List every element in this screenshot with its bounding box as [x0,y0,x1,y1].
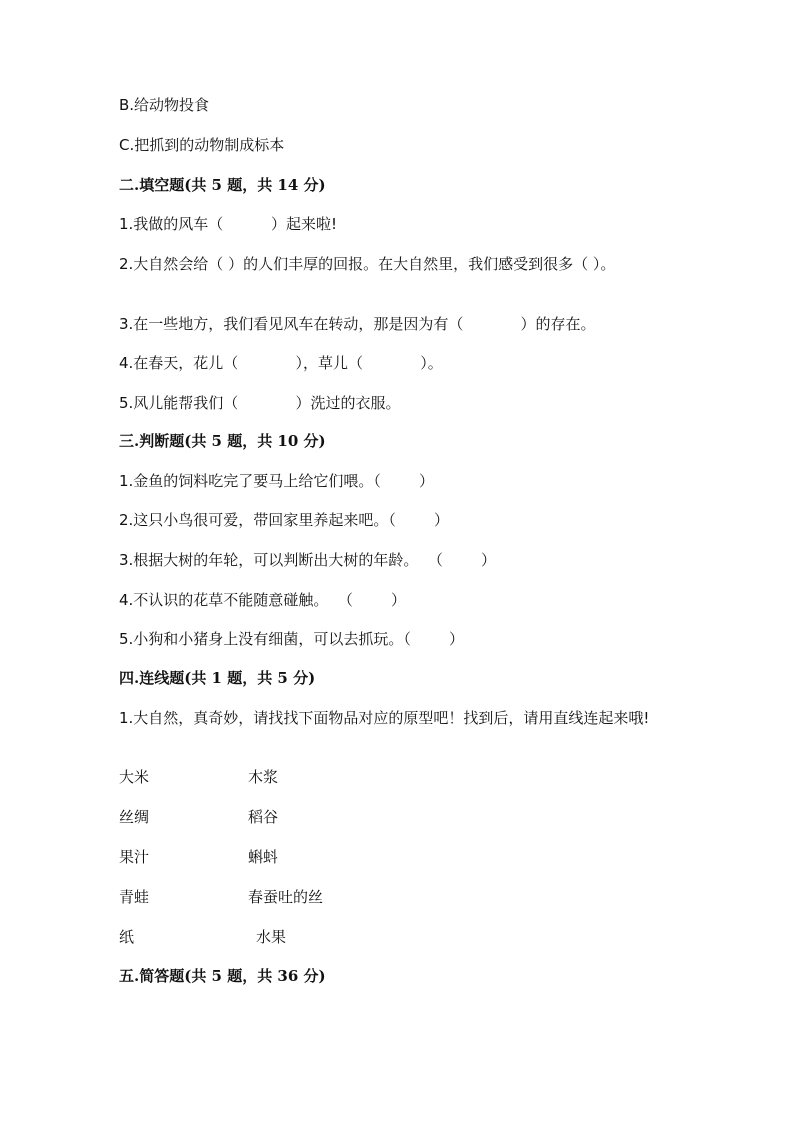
judge-question-3: 3.根据大树的年轮，可以判断出大树的年龄。 （ ） [119,551,496,569]
match-left-2: 丝绸 [119,808,150,826]
match-left-3: 果汁 [119,848,150,866]
section-judge-heading: 三.判断题(共 5 题，共 10 分) [119,432,326,450]
match-right-5: 水果 [256,928,287,946]
section-short-answer-heading: 五.简答题(共 5 题，共 36 分) [119,967,326,985]
match-left-1: 大米 [119,768,150,786]
fill-question-1: 1.我做的风车（ ）起来啦! [119,215,338,233]
match-left-5: 纸 [119,928,135,946]
fill-question-2: 2.大自然会给（ ）的人们丰厚的回报。在大自然里，我们感受到很多（ ）。 [119,255,616,273]
judge-question-2: 2.这只小鸟很可爱，带回家里养起来吧。（ ） [119,511,449,529]
fill-question-3: 3.在一些地方，我们看见风车在转动，那是因为有（ ）的存在。 [119,315,596,333]
fill-question-4: 4.在春天，花儿（ ），草儿（ ）。 [119,354,443,372]
option-c: C.把抓到的动物制成标本 [119,136,285,154]
match-left-4: 青蛙 [119,888,150,906]
judge-question-4: 4.不认识的花草不能随意碰触。 （ ） [119,591,406,609]
match-question-1: 1.大自然，真奇妙，请找找下面物品对应的原型吧！找到后，请用直线连起来哦! [119,709,650,727]
option-b: B.给动物投食 [119,96,210,114]
match-right-3: 蝌蚪 [248,848,279,866]
judge-question-5: 5.小狗和小猪身上没有细菌，可以去抓玩。（ ） [119,630,464,648]
match-right-2: 稻谷 [248,808,279,826]
section-fill-blank-heading: 二.填空题(共 5 题，共 14 分) [119,176,326,194]
section-match-heading: 四.连线题(共 1 题，共 5 分) [119,669,316,687]
match-right-4: 春蚕吐的丝 [248,888,324,906]
judge-question-1: 1.金鱼的饲料吃完了要马上给它们喂。（ ） [119,472,434,490]
fill-question-5: 5.风儿能帮我们（ ）洗过的衣服。 [119,394,401,412]
match-right-1: 木浆 [248,768,279,786]
